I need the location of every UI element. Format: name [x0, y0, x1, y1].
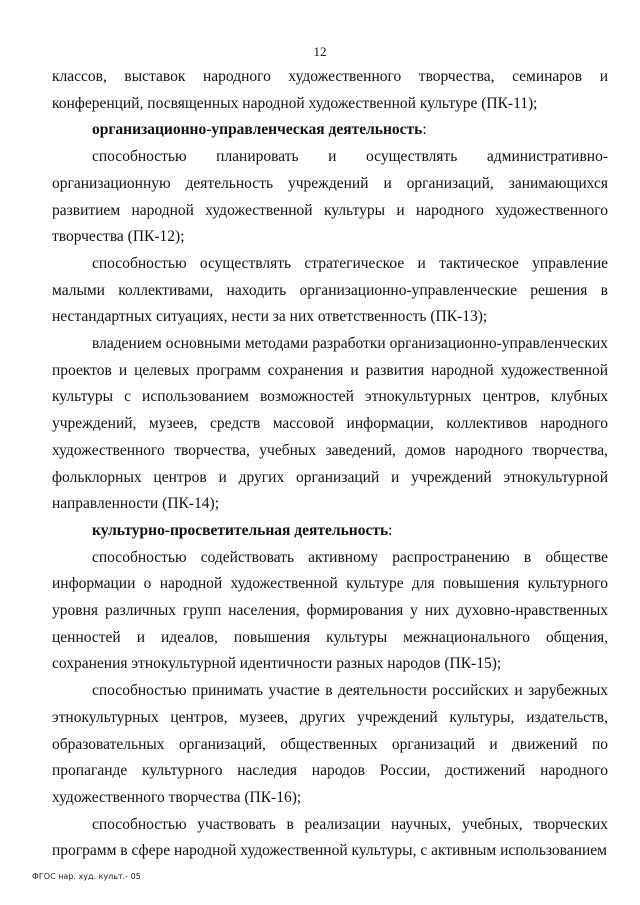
paragraph-text: способностью планировать и осуществлять административно-организационную деятельность учреждений и организаций, занимающихся развитием народной художественной культуры и народного художественного творчества (ПК-12); — [52, 148, 608, 246]
paragraph-pk12 — [52, 144, 608, 251]
heading-text: культурно-просветительная деятельность — [92, 521, 389, 539]
paragraph-pk17-start — [52, 812, 608, 865]
paragraph-pk14 — [52, 331, 608, 518]
paragraph-text: способностью принимать участие в деятельности российских и зарубежных этнокультурных центров, музеев, других учреждений культуры, издательств, образовательных организаций, общественных организаций и движений по пропаганде культурного наследия народов России, достижений народного художественного творчества (ПК-16); — [52, 682, 608, 806]
paragraph-text: способностью содействовать активному распространению в обществе информации о народной художественной культуре для повышения культурного уровня различных групп населения, формирования у них духовно-нравственных ценностей и идеалов, повышения культуры межнационального общения, сохранения этнокультурной идентичности разных народов (ПК-15); — [52, 548, 608, 673]
heading-colon: : — [422, 121, 427, 139]
paragraph-pk16 — [52, 678, 608, 812]
heading-text: организационно-управленческая деятельность — [92, 121, 423, 139]
section-heading-organizational — [52, 117, 608, 144]
paragraph-pk15 — [52, 545, 608, 679]
footer-document-code: ФГОС нар. худ. культ.- 05 — [32, 872, 141, 881]
paragraph-text: владением основными методами разработки организационно-управленческих проектов и целевых программ сохранения и развития народной художественной культуры с использованием возможностей этнокультурных центров, клубных учреждений, музеев, средств массовой информации, коллективов народного художественного творчества, учебных заведений, домов народного творчества, фольклорных центров и других организаций и учреждений этнокультурной направленности (ПК-14); — [52, 335, 608, 513]
page-number: 12 — [313, 44, 327, 59]
paragraph-text: способностью участвовать в реализации научных, учебных, творческих программ в сфере народной художественной культуры, с активным использованием — [52, 815, 608, 860]
paragraph-text: способностью осуществлять стратегическое и тактическое управление малыми коллективами, находить организационно-управленческие решения в нестандартных ситуациях, нести за них ответственность (ПК-13); — [52, 254, 608, 326]
paragraph-pk13 — [52, 251, 608, 331]
document-body — [52, 64, 608, 865]
paragraph-text: классов, выставок народного художественного творчества, семинаров и конференций, посвященных народной художественной культуре (ПК-11); — [52, 68, 608, 112]
heading-colon: : — [388, 521, 393, 539]
section-heading-cultural-educational — [52, 518, 608, 545]
paragraph-pk11-continuation — [52, 64, 608, 117]
